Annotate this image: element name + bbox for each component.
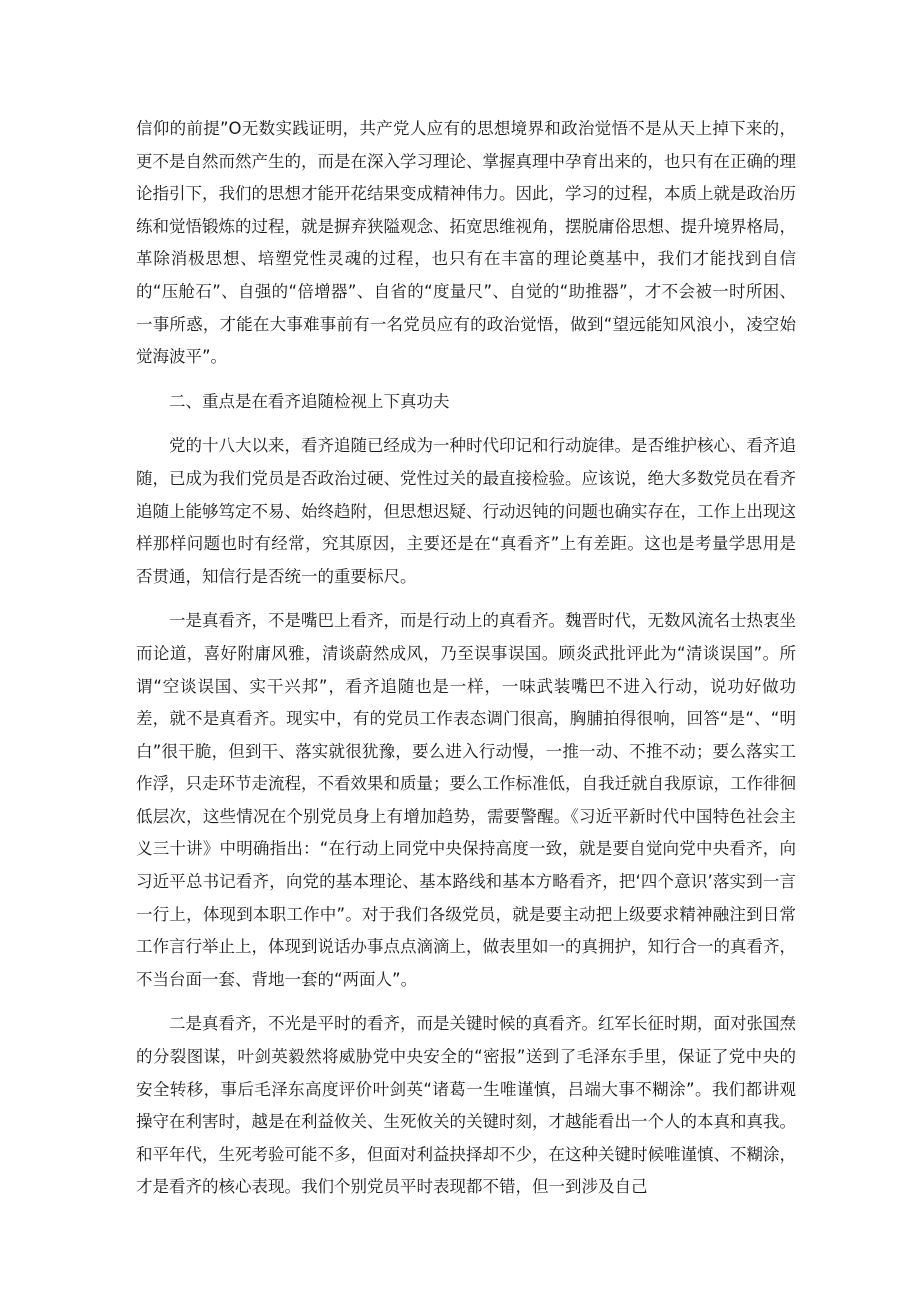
paragraph: 一是真看齐，不是嘴巴上看齐，而是行动上的真看齐。魏晋时代，无数风流名士热衷坐而论道，喜好附庸风雅，清谈蔚然成风，乃至误事误国。顾炎武批评此为“清谈误国”。所谓“空谈误国、实干兴邦”，看齐追随也是一样，一味武装嘴巴不进入行动，说功好做功差，就不是真看齐。现实中，有的党员工作表态调门很高，胸脯拍得很响，回答“是“、“明白”很干脆，但到干、落实就很犹豫，要么进入行动慢，一推一动、不推不动；要么落实工作浮，只走环节走流程，不看效果和质量；要么工作标准低，自我迁就自我原谅，工作徘徊低层次，这些情况在个别党员身上有增加趋势，需要警醒。《习近平新时代中国特色社会主义三十讲》中明确指出：“在行动上同党中央保持高度一致，就是要自觉向党中央看齐，向习近平总书记看齐，向党的基本理论、基本路线和基本方略看齐，把‘四个意识’落实到一言一行上，体现到本职工作中”。对于我们各级党员，就是要主动把上级要求精神融注到日常工作言行举止上，体现到说话办事点点滴滴上，做表里如一的真拥护，知行合一的真看齐，不当台面一套、背地一套的“两面人”。 [136, 611, 796, 989]
paragraph: 党的十八大以来，看齐追随已经成为一种时代印记和行动旋律。是否维护核心、看齐追随，已成为我们党员是否政治过硬、党性过关的最直接检验。应该说，绝大多数党员在看齐追随上能够笃定不易、始终趋附，但思想迟疑、行动迟钝的问题也确实存在，工作上出现这样那样问题也时有经常，究其原因，主要还是在“真看齐”上有差距。这也是考量学思用是否贯通，知信行是否统一的重要标尺。 [136, 436, 796, 586]
section-heading: 二、重点是在看齐追随检视上下真功夫 [169, 391, 450, 411]
paragraph: 信仰的前提”O无数实践证明，共产党人应有的思想境界和政治觉悟不是从天上掉下来的，更不是自然而然产生的，而是在深入学习理论、掌握真理中孕育出来的，也只有在正确的理论指引下，我们的思想才能开花结果变成精神伟力。因此，学习的过程，本质上就是政治历练和觉悟锻炼的过程，就是摒弃狭隘观念、拓宽思维视角，摆脱庸俗思想、提升境界格局，革除消极思想、培塑党性灵魂的过程，也只有在丰富的理论奠基中，我们才能找到自信的“压舱石”、自强的“倍增器”、自省的“度量尺”、自觉的“助推器”，才不会被一时所困、一事所惑，才能在大事难事前有一名党员应有的政治觉悟，做到“望远能知风浪小，凌空始觉海波平”。 [136, 119, 796, 367]
document-body [136, 113, 796, 1216]
paragraph: 二是真看齐，不光是平时的看齐，而是关键时候的真看齐。红军长征时期，面对张国焘的分裂图谋，叶剑英毅然将威胁党中央安全的“密报”送到了毛泽东手里，保证了党中央的安全转移，事后毛泽东高度评价叶剑英“诸葛一生唯谨慎，吕端大事不糊涂”。我们都讲观操守在利害时，越是在利益攸关、生死攸关的关键时刻，才越能看出一个人的本真和真我。和平年代，生死考验可能不多，但面对利益抉择却不少，在这种关键时候唯谨慎、不糊涂，才是看齐的核心表现。我们个别党员平时表现都不错，但一到涉及自己 [136, 1014, 796, 1197]
